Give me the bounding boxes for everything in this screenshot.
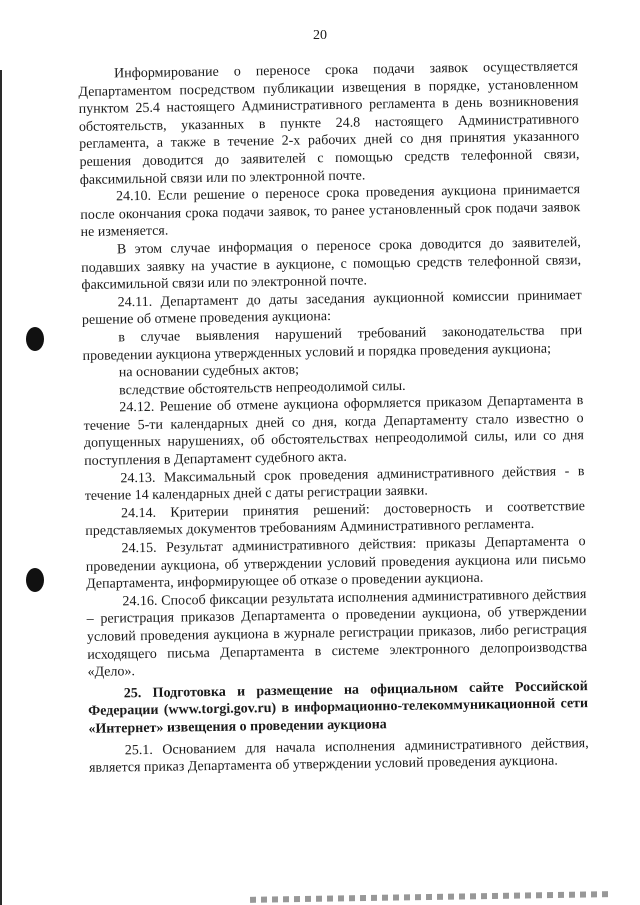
- page-number: 20: [313, 28, 327, 43]
- paragraph-24-13: 24.13. Максимальный срок проведения административного действия - в течение 14 календарных дней с даты регистрации заявки.: [84, 463, 585, 505]
- punch-hole: [26, 568, 44, 592]
- paragraph-24-12: 24.12. Решение об отмене аукциона оформляется приказом Департамента в течение 5-ти календарных дней со дня, когда Департаменту стало известно о допущенных нарушениях, об обстоятельствах непреодолимой силы, или со дня поступления в Департамент судебного акта.: [83, 393, 584, 470]
- paragraph-24-11: 24.11. Департамент до даты заседания аукционной комиссии принимает решение об отмене проведения аукциона:: [81, 287, 582, 329]
- paragraph-24-14: 24.14. Критерии принятия решений: достоверность и соответствие представляемых документов требованиям Административного регламента.: [85, 498, 586, 540]
- paragraph-24-16: 24.16. Способ фиксации результата исполнения административного действия – регистрация приказов Департамента о проведении аукциона, об утверждении условий проведения аукциона в журнале регистрации приказов, либо регистрация исходящего письма Департамента в системе электронного делопроизводства «Дело».: [86, 586, 588, 681]
- paragraph-force-majeure: вследствие обстоятельств непреодолимой силы.: [118, 378, 406, 399]
- scan-artifact: [250, 891, 610, 903]
- paragraph-24-10: 24.10. Если решение о переносе срока проведения аукциона принимается после окончания срока подачи заявок, то ранее установленный срок подачи заявок не изменяется.: [80, 182, 581, 241]
- section-heading-25: 25. Подготовка и размещение на официальном сайте Российской Федерации (www.torgi.gov.ru) в информационно-телекоммуникационной сети «Интернет» извещения о проведении аукциона: [88, 678, 589, 737]
- paragraph-24-15: 24.15. Результат административного действия: приказы Департамента о проведении аукциона, об утверждении условий проведения аукциона или письмо Департамента, информирующее об отказе о проведении аукциона.: [85, 534, 586, 593]
- paragraph-25-1: 25.1. Основанием для начала исполнения административного действия, является приказ Департамента об утверждении условий проведения аукциона.: [88, 735, 589, 777]
- paragraph-violations: в случае выявления нарушений требований законодательства при проведении аукциона утвержденных условий и порядка проведения аукциона;: [82, 323, 583, 364]
- paragraph-notice-applicants: В этом случае информация о переносе срока доводится до заявителей, подавших заявку на участие в аукционе, с помощью средств телефонной связи, факсимильной связи или по электронной почте.: [81, 235, 582, 294]
- paragraph-court-acts: на основании судебных актов;: [118, 362, 300, 381]
- punch-hole: [26, 327, 44, 351]
- scan-edge-line: [0, 70, 2, 905]
- document-body: [78, 58, 589, 778]
- paragraph-notice-transfer: Информирование о переносе срока подачи заявок осуществляется Департаментом посредством публикации извещения в порядке, установленном пунктом 25.4 настоящего Административного регламента в день возникновения обстоятельств, указанных в пункте 24.8 настоящего Административного регламента, а также в течение 2-х рабочих дней со дня принятия указанного решения доводится до заявителей с помощью средств телефонной связи, факсимильной связи или по электронной почте.: [78, 59, 580, 188]
